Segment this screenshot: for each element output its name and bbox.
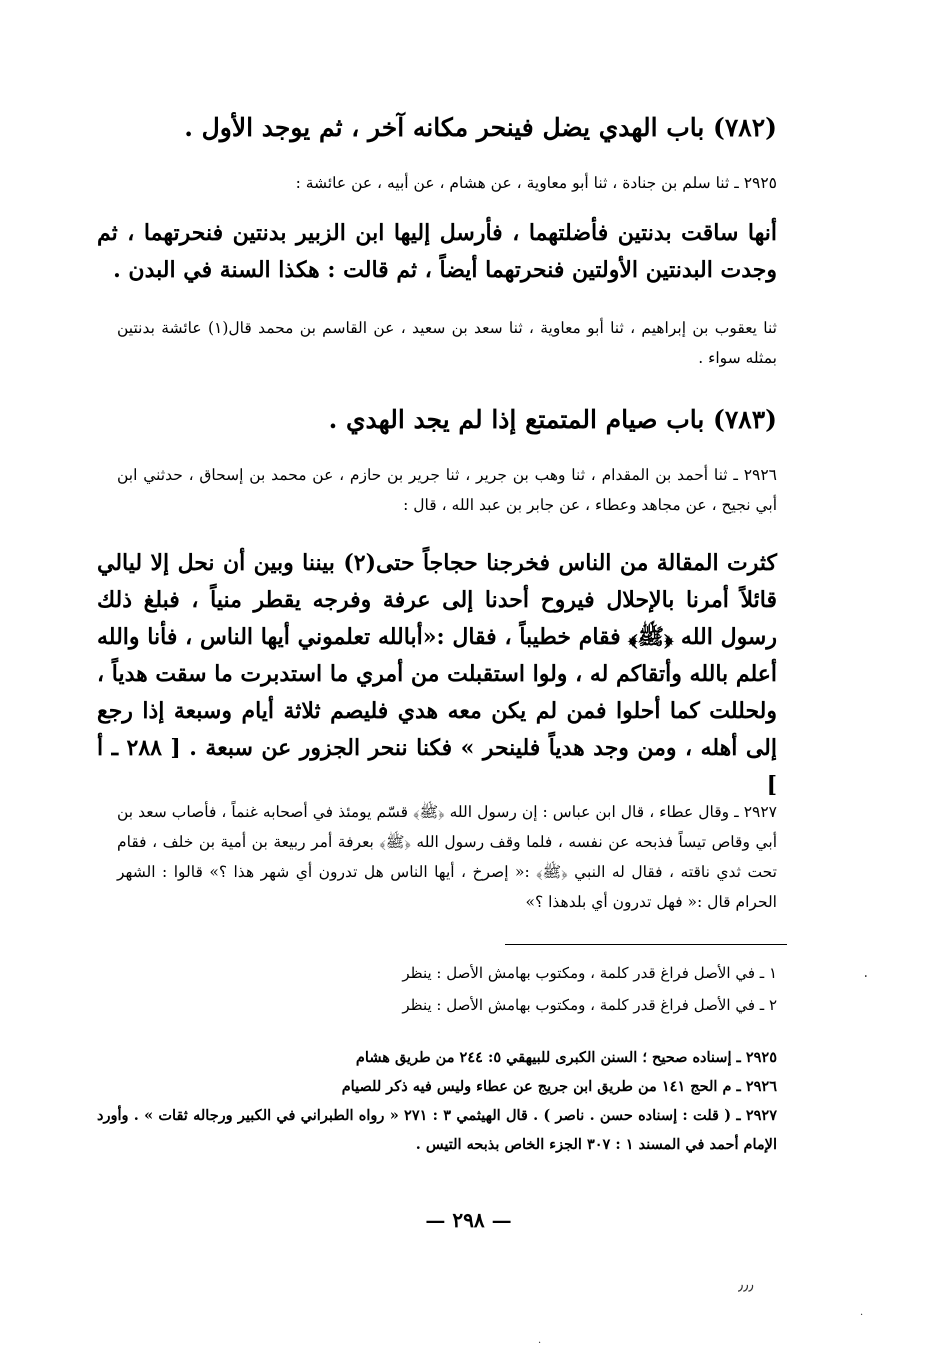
hadith-2925-chain: ٢٩٢٥ ـ ثنا سلم بن جنادة ، ثنا أبو معاوية ، عن هشام ، عن أبيه ، عن عائشة : (295, 174, 777, 192)
hadith-2926-text: كثرت المقالة من الناس فخرجنا حجاجاً حتى(٢) بيننا وبين أن نحل إلا ليالي قائلاً أمرنا بالإحلال فيروح أحدنا إلى عرفة وفرجه يقطر منياً ، فبلغ ذلك رسول الله ﴿ﷺ﴾ فقام خطيباً ، فقال :«أبالله تعلموني أيها الناس ، فأنا والله أعلم بالله وأتقاكم له ، ولوا استقبلت من أمري ما استدبرت ما سقت هدياً ، ولحللت كما أحلوا فمن لم يكن معه هدي فليصم ثلاثة أيام وسبعة إذا رجع إلى أهله ، ومن وجد هدياً فلينحر » فكنا ننحر الجزور عن سبعة . [ ٢٨٨ ـ أ ] (97, 550, 777, 798)
scan-speck: · (538, 1338, 542, 1349)
footnote-2: ٢ ـ في الأصل فراغ قدر كلمة ، ومكتوب بهامش الأصل : ينظر (402, 996, 777, 1014)
hadith-2925-text: أنها ساقت بدنتين فأضلتهما ، فأرسل إليها ابن الزبير بدنتين فنحرتهما ، ثم وجدت البدنتين الأولتين فنحرتهما أيضاً ، ثم قالت : هكذا السنة في البدن . (97, 220, 777, 283)
scan-speck: · (860, 1310, 864, 1321)
footnote-divider (505, 944, 787, 945)
hadith-2927-text: ٢٩٢٧ ـ وقال عطاء ، قال ابن عباس : إن رسول الله ﴿ﷺ﴾ قسّم يومئذ في أصحابه غنماً ، فأصاب سعد بن أبي وقاص تيساً فذبحه عن نفسه ، فلما وقف رسول الله ﴿ﷺ﴾ بعرفة أمر ربيعة بن أمية بن خلف ، فقام تحت ثدي ناقته ، فقال له النبي ﴿ﷺ﴾ :« إصرخ ، أيها الناس هل تدرون أي شهر هذا ؟» قالوا : الشهر الحرام قال :« فهل تدرون أي بلدهذا ؟» (117, 803, 777, 911)
chapter-heading-782: (٧٨٢) باب الهدي يضل فينحر مكانه آخر ، ثم يوجد الأول . (184, 113, 777, 142)
chapter-heading-783: (٧٨٣) باب صيام المتمتع إذا لم يجد الهدي . (328, 405, 777, 434)
scan-mark: ٫٫٫ (738, 1275, 754, 1294)
reference-2925: ٢٩٢٥ ـ إسناده صحيح ؛ السنن الكبرى للبيهقي ٥: ٢٤٤ من طريق هشام (355, 1049, 777, 1066)
reference-2926: ٢٩٢٦ ـ م الحج ١٤١ من طريق ابن جريج عن عطاء وليس فيه ذكر للصيام (341, 1078, 777, 1095)
reference-2927: ٢٩٢٧ ـ ( قلت : إسناده حسن . ناصر ) . قال الهيثمي ٣ : ٢٧١ « رواه الطبراني في الكبير ورجاله ثقات » . وأورد الإمام أحمد في المسند ١ : ٣٠٧ الجزء الخاص بذبحه التيس . (97, 1107, 778, 1153)
hadith-2926-chain: ٢٩٢٦ ـ ثنا أحمد بن المقدام ، ثنا وهب بن جرير ، ثنا جرير بن حازم ، عن محمد بن إسحاق ، حدثني ابن أبي نجيح ، عن مجاهد وعطاء ، عن جابر بن عبد الله ، قال : (117, 466, 777, 514)
scan-speck: ٠ (862, 968, 870, 984)
hadith-2925-second-chain: ثنا يعقوب بن إبراهيم ، ثنا أبو معاوية ، ثنا سعد بن سعيد ، عن القاسم بن محمد قال(١) عائشة بدنتين بمثله سواء . (117, 319, 777, 367)
page-number: — ٢٩٨ — (425, 1208, 512, 1232)
footnote-1: ١ ـ في الأصل فراغ قدر كلمة ، ومكتوب بهامش الأصل : ينظر (402, 964, 777, 982)
